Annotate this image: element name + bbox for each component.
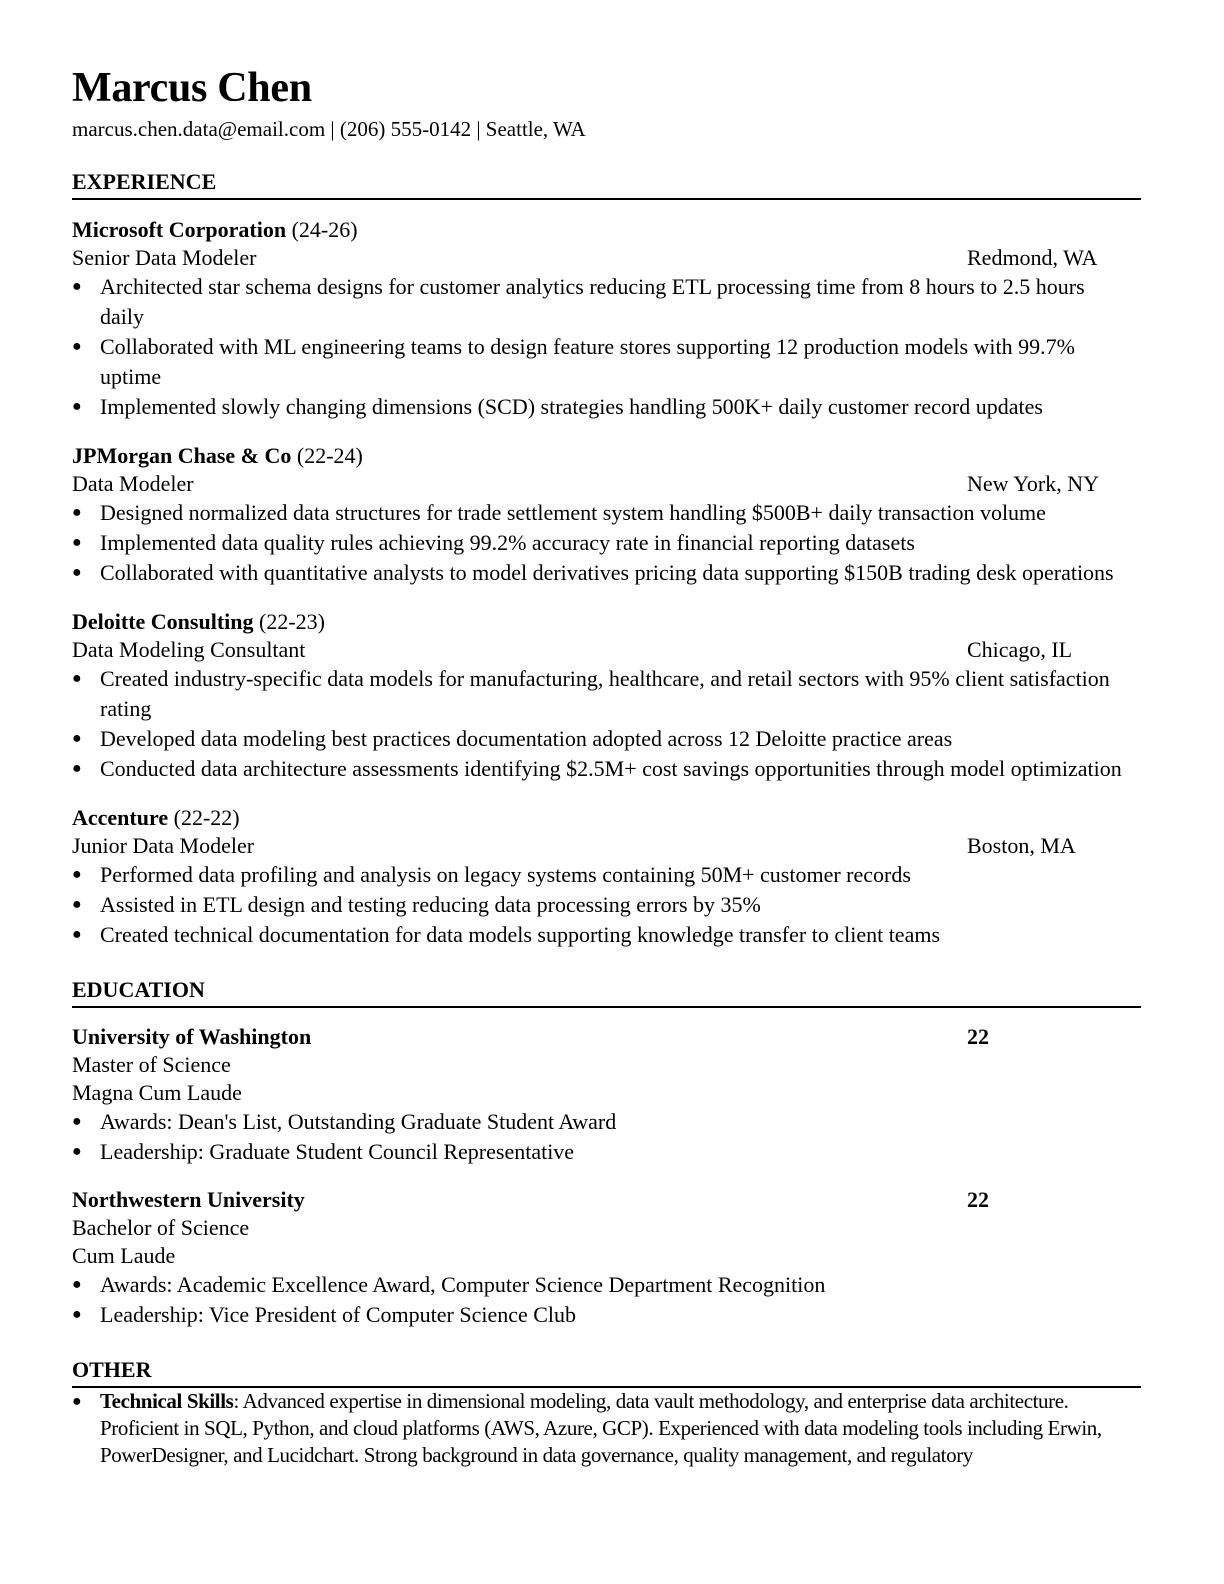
section-heading-experience: EXPERIENCE bbox=[72, 169, 1141, 200]
achievement-item bbox=[72, 860, 1141, 890]
bullet-icon: ● bbox=[72, 398, 82, 415]
other-list bbox=[72, 1388, 1141, 1469]
education-details-list bbox=[72, 1270, 1141, 1330]
experience-entry bbox=[72, 607, 1141, 784]
job-title: Data Modeler bbox=[72, 471, 194, 496]
employment-dates: (22-22) bbox=[173, 805, 240, 830]
employment-dates: (22-23) bbox=[259, 609, 325, 634]
section-heading-education: EDUCATION bbox=[72, 977, 1141, 1008]
bullet-icon: ● bbox=[72, 926, 82, 943]
experience-section bbox=[72, 215, 1141, 950]
achievement-list bbox=[72, 272, 1141, 422]
job-location: Chicago, IL bbox=[967, 637, 1073, 662]
contact-line: marcus.chen.data@email.com | (206) 555-0142 | Seattle, WA bbox=[72, 117, 586, 141]
honors: Cum Laude bbox=[72, 1243, 176, 1268]
education-detail-text: Awards: Dean's List, Outstanding Graduate Student Award bbox=[100, 1109, 617, 1134]
resume-page bbox=[72, 62, 1141, 1469]
education-detail-text: Leadership: Vice President of Computer Science Club bbox=[100, 1302, 577, 1327]
bullet-icon: ● bbox=[72, 730, 82, 747]
achievement-text: Implemented slowly changing dimensions (SCD) strategies handling 500K+ daily customer record updates bbox=[100, 394, 1043, 419]
achievement-item bbox=[72, 890, 1141, 920]
bullet-icon: ● bbox=[72, 504, 82, 521]
company-name: Microsoft Corporation bbox=[72, 217, 287, 242]
achievement-item bbox=[72, 498, 1141, 528]
education-detail-item bbox=[72, 1107, 1141, 1137]
education-detail-text: Leadership: Graduate Student Council Representative bbox=[100, 1139, 575, 1164]
achievement-item bbox=[72, 754, 1141, 784]
achievement-item bbox=[72, 724, 1141, 754]
school-row bbox=[72, 1186, 1141, 1214]
bullet-icon: ● bbox=[72, 1393, 82, 1410]
company-name: Accenture bbox=[72, 805, 169, 830]
bullet-icon: ● bbox=[72, 534, 82, 551]
bullet-icon: ● bbox=[72, 866, 82, 883]
achievement-list bbox=[72, 498, 1141, 588]
skill-label: Technical Skills bbox=[100, 1389, 234, 1413]
achievement-text: Performed data profiling and analysis on legacy systems containing 50M+ customer records bbox=[100, 862, 911, 887]
bullet-icon: ● bbox=[72, 760, 82, 777]
bullet-icon: ● bbox=[72, 338, 82, 355]
experience-entry bbox=[72, 803, 1141, 950]
education-detail-text: Awards: Academic Excellence Award, Computer Science Department Recognition bbox=[100, 1272, 826, 1297]
achievement-text: Assisted in ETL design and testing reducing data processing errors by 35% bbox=[100, 892, 761, 917]
achievement-list bbox=[72, 664, 1141, 784]
employment-dates: (22-24) bbox=[296, 443, 363, 468]
job-location: Boston, MA bbox=[967, 833, 1076, 858]
achievement-list bbox=[72, 860, 1141, 950]
achievement-text: Conducted data architecture assessments identifying $2.5M+ cost savings opportunities through model optimization bbox=[100, 756, 1122, 781]
role-row bbox=[72, 636, 1141, 664]
degree: Master of Science bbox=[72, 1052, 231, 1077]
experience-header bbox=[72, 607, 1141, 636]
experience-header bbox=[72, 441, 1141, 470]
achievement-item bbox=[72, 558, 1141, 588]
experience-entry bbox=[72, 215, 1141, 422]
role-row bbox=[72, 832, 1141, 860]
honors: Magna Cum Laude bbox=[72, 1080, 242, 1105]
employment-dates: (24-26) bbox=[291, 217, 358, 242]
bullet-icon: ● bbox=[72, 1143, 82, 1160]
school-row bbox=[72, 1023, 1141, 1051]
bullet-icon: ● bbox=[72, 1113, 82, 1130]
achievement-item bbox=[72, 528, 1141, 558]
education-detail-item bbox=[72, 1300, 1141, 1330]
section-heading-other: OTHER bbox=[72, 1357, 1141, 1388]
graduation-year: 22 bbox=[967, 1187, 989, 1212]
education-detail-item bbox=[72, 1270, 1141, 1300]
degree: Bachelor of Science bbox=[72, 1215, 250, 1240]
education-details-list bbox=[72, 1107, 1141, 1167]
achievement-text: Created industry-specific data models for manufacturing, healthcare, and retail sectors with 95% client satisfaction rating bbox=[100, 666, 1110, 721]
achievement-item bbox=[72, 664, 1141, 724]
job-title: Senior Data Modeler bbox=[72, 245, 257, 270]
education-entry bbox=[72, 1186, 1141, 1330]
achievement-item bbox=[72, 272, 1141, 332]
education-entry bbox=[72, 1023, 1141, 1167]
bullet-icon: ● bbox=[72, 896, 82, 913]
achievement-text: Collaborated with quantitative analysts to model derivatives pricing data supporting $150B trading desk operations bbox=[100, 560, 1114, 585]
bullet-icon: ● bbox=[72, 1276, 82, 1293]
education-detail-item bbox=[72, 1137, 1141, 1167]
experience-header bbox=[72, 803, 1141, 832]
achievement-text: Collaborated with ML engineering teams to design feature stores supporting 12 production models with 99.7% uptime bbox=[100, 334, 1075, 389]
job-title: Junior Data Modeler bbox=[72, 833, 255, 858]
bullet-icon: ● bbox=[72, 1306, 82, 1323]
job-location: Redmond, WA bbox=[967, 245, 1098, 270]
education-section bbox=[72, 1023, 1141, 1330]
bullet-icon: ● bbox=[72, 564, 82, 581]
other-item bbox=[72, 1388, 1141, 1469]
achievement-text: Developed data modeling best practices documentation adopted across 12 Deloitte practice areas bbox=[100, 726, 953, 751]
achievement-text: Designed normalized data structures for trade settlement system handling $500B+ daily transaction volume bbox=[100, 500, 1046, 525]
achievement-item bbox=[72, 392, 1141, 422]
achievement-item bbox=[72, 332, 1141, 392]
school-name: University of Washington bbox=[72, 1024, 312, 1049]
graduation-year: 22 bbox=[967, 1024, 989, 1049]
company-name: Deloitte Consulting bbox=[72, 609, 254, 634]
achievement-item bbox=[72, 920, 1141, 950]
experience-header bbox=[72, 215, 1141, 244]
achievement-text: Created technical documentation for data models supporting knowledge transfer to client teams bbox=[100, 922, 941, 947]
bullet-icon: ● bbox=[72, 278, 82, 295]
achievement-text: Implemented data quality rules achieving 99.2% accuracy rate in financial reporting datasets bbox=[100, 530, 915, 555]
company-name: JPMorgan Chase & Co bbox=[72, 443, 292, 468]
candidate-name: Marcus Chen bbox=[72, 65, 312, 111]
achievement-text: Architected star schema designs for customer analytics reducing ETL processing time from 8 hours to 2.5 hours daily bbox=[100, 274, 1085, 329]
role-row bbox=[72, 470, 1141, 498]
school-name: Northwestern University bbox=[72, 1187, 305, 1212]
bullet-icon: ● bbox=[72, 670, 82, 687]
job-title: Data Modeling Consultant bbox=[72, 637, 306, 662]
job-location: New York, NY bbox=[967, 471, 1100, 496]
experience-entry bbox=[72, 441, 1141, 588]
role-row bbox=[72, 244, 1141, 272]
skill-text: : Advanced expertise in dimensional modeling, data vault methodology, and enterprise data architecture. Proficient in SQL, Python, and cloud platforms (AWS, Azure, GCP). Experienced with data modeling tools including Erwin, PowerDesigner, and Lucidchart. Strong background in data governance, quality management, and regulatory bbox=[100, 1389, 1102, 1467]
